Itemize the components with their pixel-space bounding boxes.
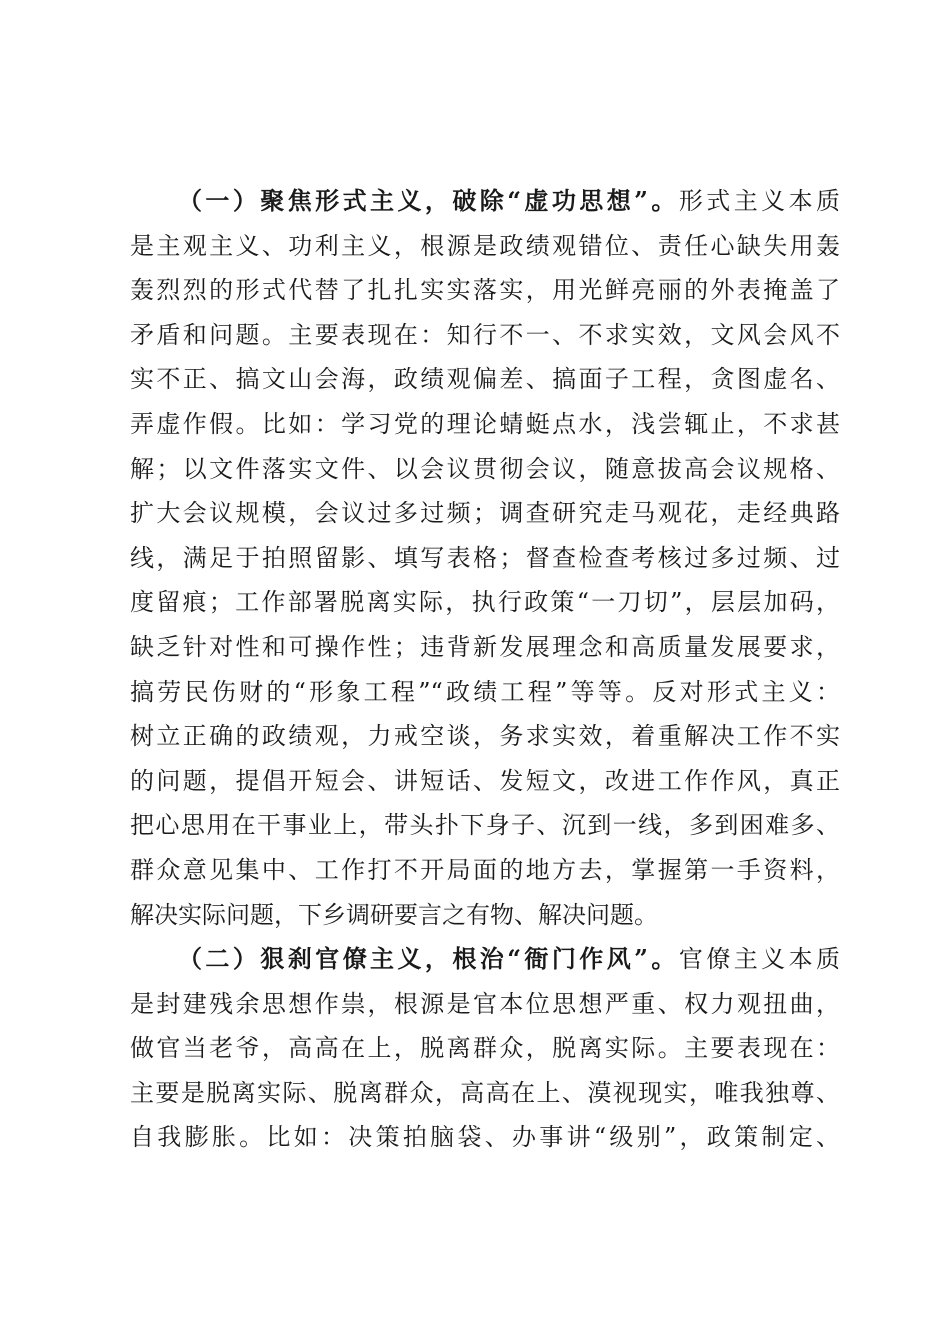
paragraph-line: 是主观主义、功利主义，根源是政绩观错位、责任心缺失用轰 [130, 231, 840, 260]
section-1-heading: （一）聚焦形式主义，破除“虚功思想”。 [178, 186, 679, 215]
paragraph-line: 群众意见集中、工作打不开局面的地方去，掌握第一手资料， [130, 855, 840, 884]
paragraph-line: 是封建残余思想作祟，根源是官本位思想严重、权力观扭曲， [130, 989, 840, 1018]
paragraph-line [130, 179, 840, 224]
paragraph-line: 做官当老爷，高高在上，脱离群众，脱离实际。主要表现在： [130, 1034, 840, 1063]
paragraph-line: 树立正确的政绩观，力戒空谈，务求实效，着重解决工作不实 [130, 722, 840, 751]
paragraph-line: 主要是脱离实际、脱离群众，高高在上、漠视现实，唯我独尊、 [130, 1078, 840, 1107]
paragraph-line: 解；以文件落实文件、以会议贯彻会议，随意拔高会议规格、 [130, 454, 840, 483]
paragraph-line: 缺乏针对性和可操作性；违背新发展理念和高质量发展要求， [130, 632, 840, 661]
paragraph-line: 实不正、搞文山会海，政绩观偏差、搞面子工程，贪图虚名、 [130, 365, 840, 394]
paragraph-line: 矛盾和问题。主要表现在：知行不一、不求实效，文风会风不 [130, 320, 840, 349]
section-2-lead: 官僚主义本质 [678, 945, 841, 973]
paragraph-line: 把心思用在干事业上，带头扑下身子、沉到一线，多到困难多、 [130, 811, 840, 840]
paragraph-line: 度留痕；工作部署脱离实际，执行政策“一刀切”，层层加码， [130, 588, 840, 617]
paragraph-line: 弄虚作假。比如：学习党的理论蜻蜓点水，浅尝辄止，不求甚 [130, 409, 840, 438]
section-2-paragraph [130, 937, 840, 1160]
section-1-paragraph [130, 179, 840, 937]
section-2-heading: （二）狠刹官僚主义，根治“衙门作风”。 [178, 944, 679, 973]
paragraph-line: 线，满足于拍照留影、填写表格；督查检查考核过多过频、过 [130, 543, 840, 572]
paragraph-line: 扩大会议规模，会议过多过频；调查研究走马观花，走经典路 [130, 499, 840, 528]
paragraph-line [130, 937, 840, 982]
paragraph-line: 的问题，提倡开短会、讲短话、发短文，改进工作作风，真正 [130, 766, 840, 795]
paragraph-line: 轰烈烈的形式代替了扎扎实实落实，用光鲜亮丽的外表掩盖了 [130, 276, 840, 305]
paragraph-line: 自我膨胀。比如：决策拍脑袋、办事讲“级别”，政策制定、 [130, 1123, 840, 1152]
paragraph-line: 搞劳民伤财的“形象工程”“政绩工程”等等。反对形式主义： [130, 677, 840, 706]
paragraph-line: 解决实际问题，下乡调研要言之有物、解决问题。 [130, 900, 658, 929]
section-1-lead: 形式主义本质 [678, 187, 841, 215]
